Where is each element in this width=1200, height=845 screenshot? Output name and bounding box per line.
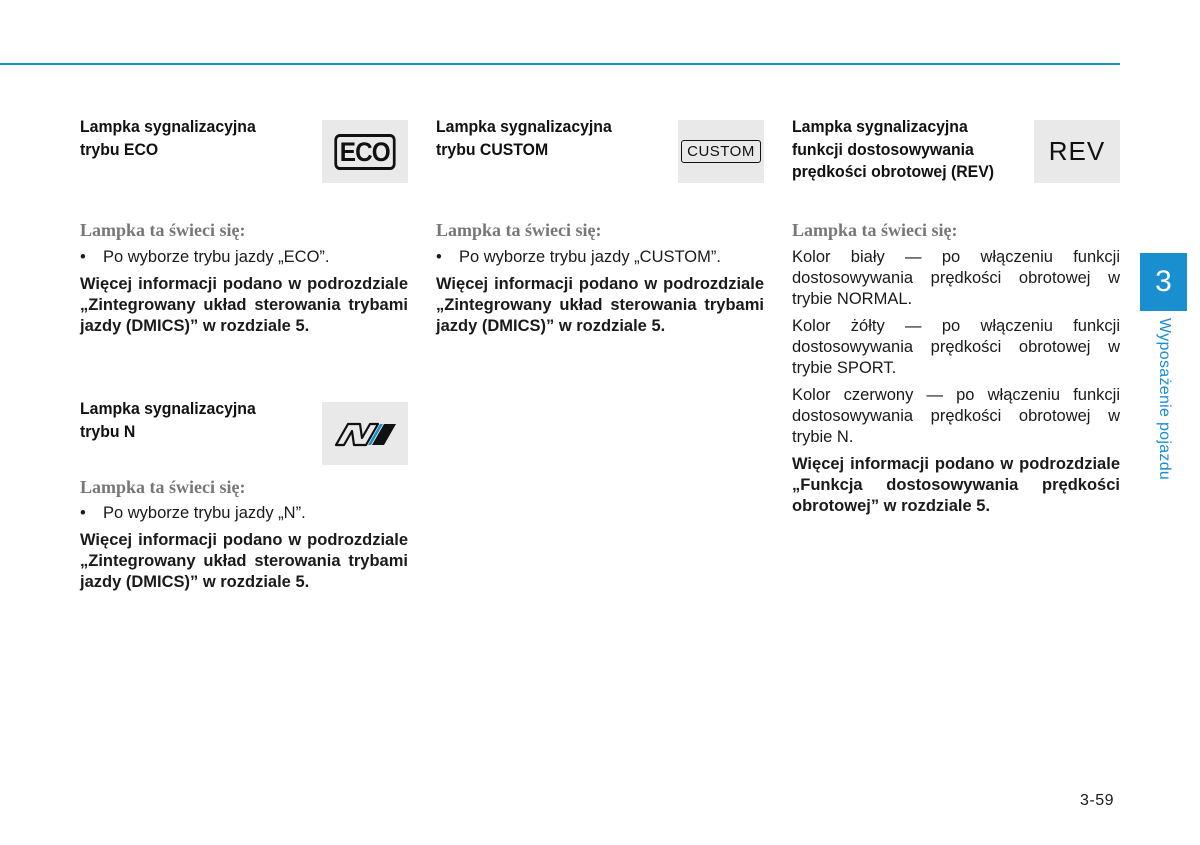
n-note: Więcej informacji podano w podrozdziale „Zintegrowany układ sterowania trybami jazdy (DMICS)” w rozdziale 5.: [80, 531, 408, 591]
page-number: 3-59: [1080, 792, 1115, 809]
column-middle: [436, 0, 764, 845]
n-body: [80, 503, 408, 599]
custom-icon: CUSTOM: [681, 140, 761, 163]
custom-indicator-box: [678, 120, 764, 183]
eco-bullet: [80, 247, 408, 268]
eco-note: Więcej informacji podano w podrozdziale „Zintegrowany układ sterowania trybami jazdy (DMICS)” w rozdziale 5.: [80, 275, 408, 335]
n-heading-line1: Lampka sygnalizacyjna: [80, 399, 256, 418]
eco-bullet-text: Po wyborze trybu jazdy „ECO”.: [103, 248, 330, 266]
rev-para-white: Kolor biały — po włączeniu funkcji dostosowywania prędkości obrotowej w trybie NORMAL.: [792, 248, 1120, 308]
custom-heading-line1: Lampka sygnalizacyjna: [436, 117, 612, 136]
rev-indicator-box: [1034, 120, 1120, 183]
custom-heading: [436, 116, 627, 161]
bullet-icon: •: [80, 504, 86, 522]
rev-heading-line3: prędkości obrotowej (REV): [792, 162, 995, 181]
eco-heading: [80, 116, 271, 161]
rev-heading: [792, 116, 1011, 184]
eco-subheading: Lampka ta świeci się:: [80, 220, 246, 240]
custom-heading-line2: trybu CUSTOM: [436, 139, 549, 159]
rev-heading-line2: funkcji dostosowywania: [792, 139, 974, 159]
custom-bullet-text: Po wyborze trybu jazdy „CUSTOM”.: [459, 248, 721, 266]
n-mode-logo-icon: [332, 420, 398, 448]
bullet-icon: •: [80, 248, 86, 266]
custom-body: [436, 247, 764, 343]
rev-note: Więcej informacji podano w podrozdziale „Funkcja dostosowywania prędkości obrotowej” w rozdziale 5.: [792, 455, 1120, 515]
chapter-title: Wyposażenie pojazdu: [1156, 318, 1173, 481]
custom-note: Więcej informacji podano w podrozdziale „Zintegrowany układ sterowania trybami jazdy (DMICS)” w rozdziale 5.: [436, 275, 764, 335]
custom-bullet: [436, 247, 764, 268]
eco-icon: ECO: [335, 134, 396, 170]
chapter-number-tab: 3: [1140, 253, 1187, 311]
rev-para-yellow: Kolor żółty — po włączeniu funkcji dostosowywania prędkości obrotowej w trybie SPORT.: [792, 317, 1120, 377]
n-subheading: Lampka ta świeci się:: [80, 477, 246, 497]
rev-para-red: Kolor czerwony — po włączeniu funkcji dostosowywania prędkości obrotowej w trybie N.: [792, 386, 1120, 446]
bullet-icon: •: [436, 248, 442, 266]
n-indicator-box: [322, 402, 408, 465]
eco-indicator-box: [322, 120, 408, 183]
chapter-title-tab: [1152, 318, 1176, 500]
n-bullet-text: Po wyborze trybu jazdy „N”.: [103, 504, 306, 522]
rev-heading-line1: Lampka sygnalizacyjna: [792, 117, 968, 136]
custom-subheading: Lampka ta świeci się:: [436, 220, 602, 240]
rev-body: [792, 247, 1120, 523]
rev-icon: REV: [1048, 136, 1106, 166]
n-heading: [80, 398, 271, 443]
eco-body: [80, 247, 408, 343]
n-heading-line2: trybu N: [80, 421, 136, 441]
rev-subheading: Lampka ta świeci się:: [792, 220, 958, 240]
n-bullet: [80, 503, 408, 524]
column-left: [80, 0, 408, 845]
column-right: [792, 0, 1120, 845]
eco-heading-line2: trybu ECO: [80, 139, 159, 159]
eco-heading-line1: Lampka sygnalizacyjna: [80, 117, 256, 136]
